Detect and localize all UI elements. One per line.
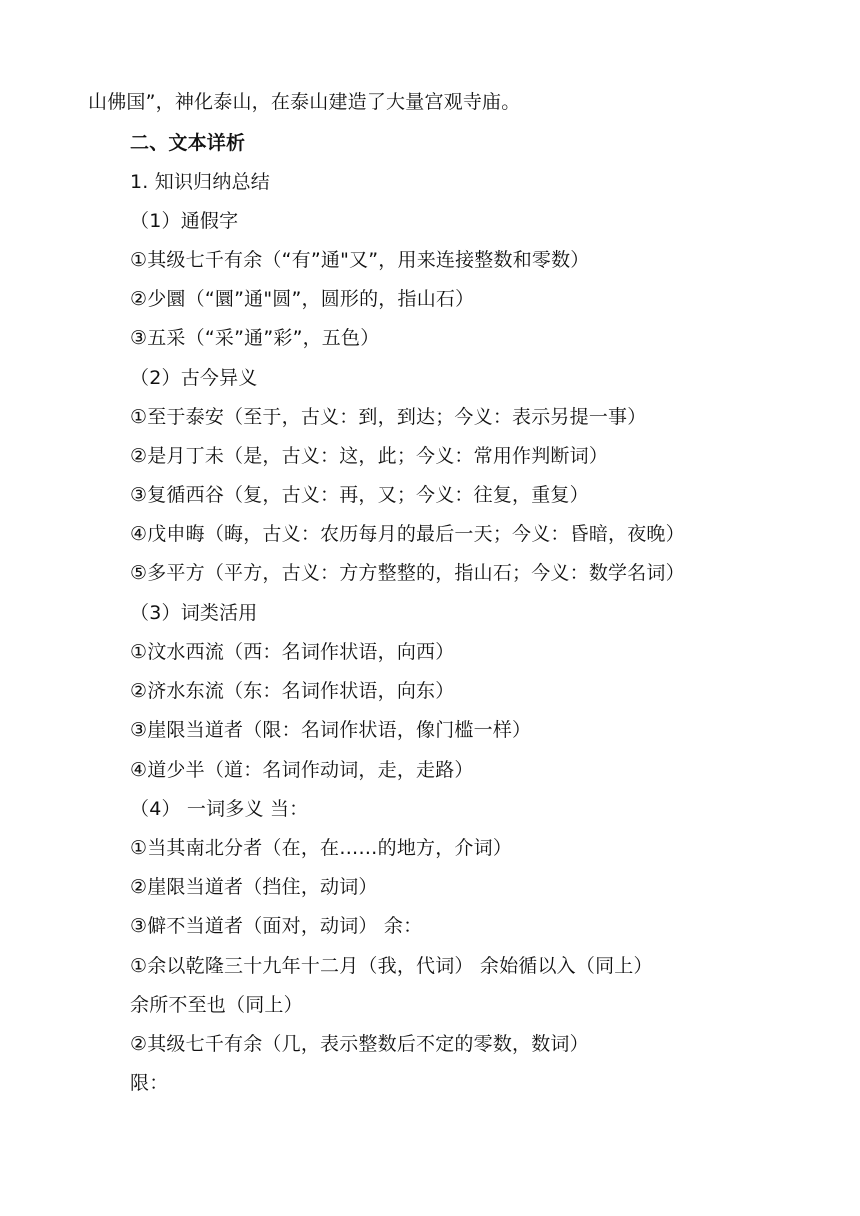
list-item: ①其级七千有余（“有”通"又”，用来连接整数和零数） (130, 249, 590, 271)
paragraph-continuation: 山佛国”，神化泰山，在泰山建造了大量宫观寺庙。 (88, 91, 521, 113)
list-item: ③僻不当道者（面对，动词） 余： (130, 915, 423, 937)
list-item: ②济水东流（东：名词作状语，向东） (130, 680, 455, 702)
list-item: ③复循西谷（复，古义：再，又；今义：往复，重复） (130, 484, 589, 506)
list-item: 余所不至也（同上） (130, 994, 303, 1016)
category-heading: （3）词类活用 (130, 602, 258, 624)
list-item: ①汶水西流（西：名词作状语，向西） (130, 641, 455, 663)
subsection-heading: 1. 知识归纳总结 (130, 171, 270, 193)
section-heading: 二、文本详析 (130, 132, 246, 154)
list-item: ⑤多平方（平方，古义：方方整整的，指山石；今义：数学名词） (130, 562, 685, 584)
category-heading: （2）古今异义 (130, 367, 258, 389)
category-heading: （4） 一词多义 当： (130, 798, 309, 820)
category-heading: （1）通假字 (130, 210, 239, 232)
list-item: ④戊申晦（晦，古义：农历每月的最后一天；今义：昏暗，夜晚） (130, 523, 685, 545)
list-item: ②是月丁未（是，古义：这，此；今义：常用作判断词） (130, 445, 609, 467)
list-item: ④道少半（道：名词作动词，走，走路） (130, 759, 474, 781)
list-item: ①余以乾隆三十九年十二月（我，代词） 余始循以入（同上） (130, 955, 653, 977)
list-item: ②崖限当道者（挡住，动词） (130, 876, 378, 898)
list-item: 限： (130, 1072, 169, 1094)
list-item: ②少圜（“圜”通"圆”，圆形的，指山石） (130, 288, 475, 310)
list-item: ②其级七千有余（几，表示整数后不定的零数，数词） (130, 1033, 589, 1055)
list-item: ③五采（“采”通”彩”，五色） (130, 327, 380, 349)
list-item: ①至于泰安（至于，古义：到，到达；今义：表示另提一事） (130, 406, 647, 428)
list-item: ③崖限当道者（限：名词作状语，像门槛一样） (130, 719, 532, 741)
list-item: ①当其南北分者（在，在……的地方，介词） (130, 837, 513, 859)
